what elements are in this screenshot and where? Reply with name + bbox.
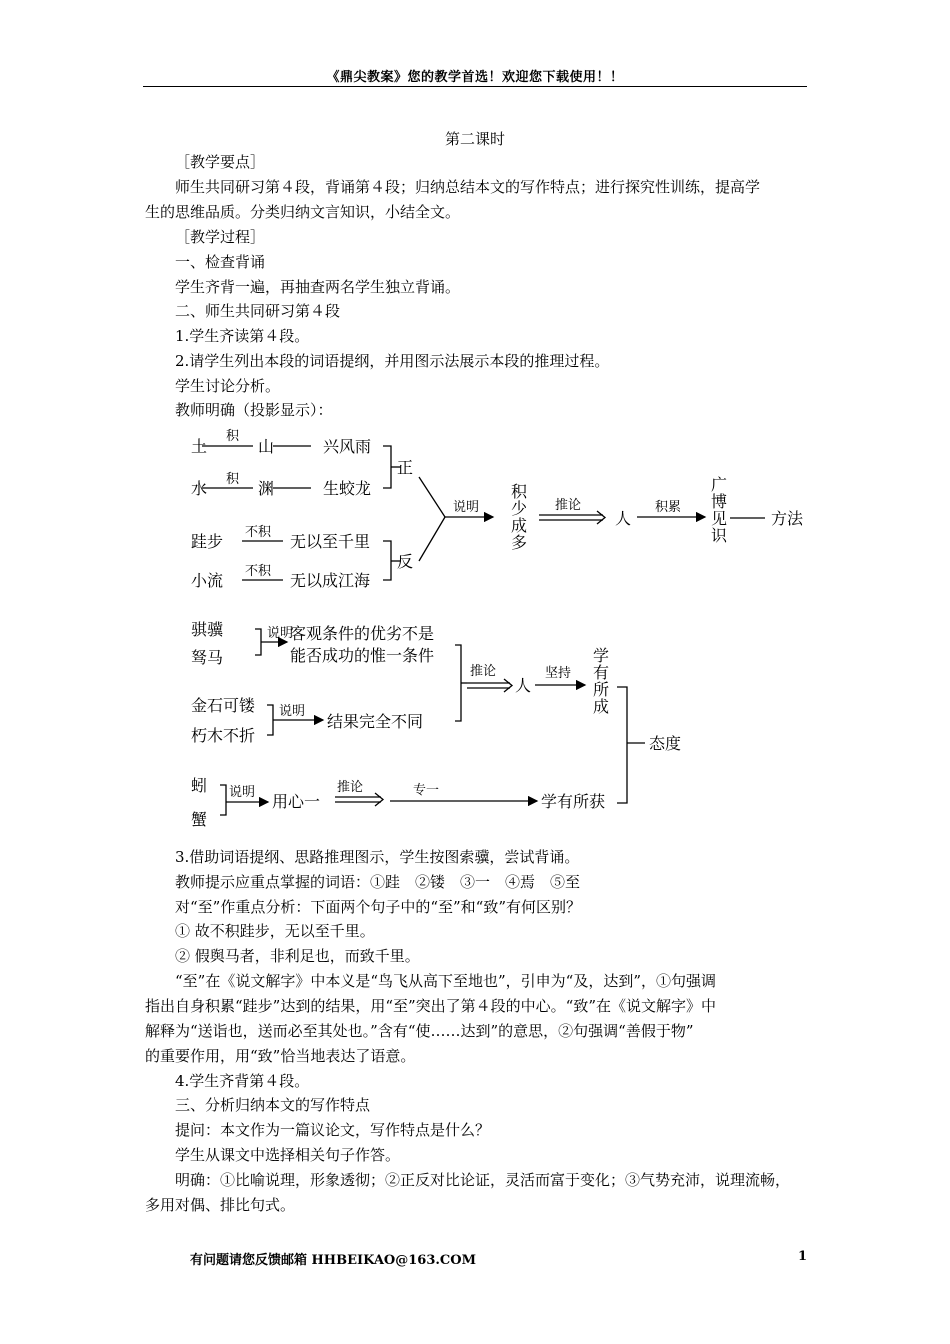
diagram-vertical-char: 有 bbox=[593, 663, 610, 682]
diagram-verb: 积累 bbox=[655, 500, 682, 515]
diagram-word: 小流 bbox=[191, 571, 224, 590]
bracket bbox=[220, 785, 226, 815]
double-arrow-head bbox=[375, 793, 383, 806]
reasoning-diagram-svg bbox=[175, 425, 825, 840]
paragraph: 2.请学生列出本段的词语提纲，并用图示法展示本段的推理过程。 bbox=[175, 352, 610, 370]
diagram-word: 蟹 bbox=[191, 810, 208, 829]
diagram-verb: 不积 bbox=[245, 564, 272, 579]
double-arrow-head bbox=[597, 511, 605, 524]
paragraph: 对“至”作重点分析：下面两个句子中的“至”和“致”有何区别？ bbox=[175, 898, 582, 916]
diagram-word: 驽马 bbox=[191, 648, 224, 667]
diagram-word: 兴风雨 bbox=[323, 437, 372, 456]
diagram-word: 人 bbox=[615, 509, 632, 528]
paragraph: 多用对偶、排比句式。 bbox=[145, 1196, 296, 1214]
paragraph: 的重要作用，用“致”恰当地表达了语意。 bbox=[145, 1047, 416, 1065]
diagram-verb: 积 bbox=[226, 472, 240, 487]
page-number: 1 bbox=[798, 1249, 808, 1264]
paragraph: 3.借助词语提纲、思路推理图示，学生按图索骥，尝试背诵。 bbox=[175, 848, 580, 866]
diagram-word: 能否成功的惟一条件 bbox=[290, 646, 435, 665]
diagram-vertical-char: 博 bbox=[711, 492, 728, 511]
diagram-word: 骐骥 bbox=[191, 620, 224, 639]
paragraph: 生的思维品质。分类归纳文言知识，小结全文。 bbox=[145, 203, 461, 221]
bracket bbox=[383, 541, 391, 580]
diagram-verb: 专一 bbox=[413, 783, 440, 798]
diagram-word: 学有所获 bbox=[541, 792, 606, 811]
lesson-title: 第二课时 bbox=[444, 130, 505, 148]
paragraph: 教师明确（投影显示）： bbox=[175, 401, 333, 419]
diagram-verb: 积 bbox=[226, 429, 240, 444]
paragraph: ① 故不积跬步，无以至千里。 bbox=[175, 922, 375, 940]
diagram-word: 客观条件的优劣不是 bbox=[290, 624, 435, 643]
paragraph: “至”在《说文解字》中本义是“鸟飞从高下至地也”，引申为“及，达到”，①句强调 bbox=[175, 972, 717, 990]
diagram-verb: 说明 bbox=[279, 704, 306, 719]
diagram-verb: 不积 bbox=[245, 525, 272, 540]
bracket bbox=[383, 446, 391, 488]
diagram-vertical-char: 多 bbox=[511, 533, 528, 552]
diagram-vertical-char: 少 bbox=[511, 499, 528, 518]
section-heading: 一、检查背诵 bbox=[175, 253, 266, 271]
connector-line bbox=[419, 517, 445, 561]
reasoning-diagram bbox=[175, 425, 825, 844]
section-heading: 二、师生共同研习第４段 bbox=[175, 302, 341, 320]
diagram-vertical-char: 识 bbox=[711, 526, 728, 545]
paragraph: 4.学生齐背第４段。 bbox=[175, 1072, 310, 1090]
diagram-word: 生蛟龙 bbox=[323, 479, 372, 498]
diagram-vertical-char: 广 bbox=[711, 475, 728, 494]
page-header: 《鼎尖教案》您的教学首选！欢迎您下载使用！！ bbox=[326, 70, 624, 85]
diagram-verb: 坚持 bbox=[545, 666, 572, 681]
diagram-label-negative: 反 bbox=[397, 552, 414, 571]
diagram-word: 渊 bbox=[258, 479, 275, 498]
diagram-word: 无以至千里 bbox=[290, 532, 371, 551]
paragraph: 解释为“送诣也，送而必至其处也。”含有“使……达到”的意思，②句强调“善假于物” bbox=[145, 1022, 694, 1040]
paragraph: 提问：本文作为一篇议论文，写作特点是什么？ bbox=[175, 1121, 491, 1139]
header-rule bbox=[143, 86, 807, 87]
paragraph: 明确：①比喻说理，形象透彻；②正反对比论证，灵活而富于变化；③气势充沛，说理流畅， bbox=[175, 1171, 791, 1189]
diagram-verb: 推论 bbox=[470, 664, 497, 679]
bracket bbox=[617, 687, 627, 803]
heading-process: ［教学过程］ bbox=[175, 228, 266, 246]
diagram-word: 水 bbox=[191, 479, 208, 498]
paragraph: 1.学生齐读第４段。 bbox=[175, 327, 310, 345]
diagram-word: 无以成江海 bbox=[290, 571, 371, 590]
diagram-verb: 推论 bbox=[337, 780, 364, 795]
diagram-word: 山 bbox=[258, 437, 275, 456]
heading-key-points: ［教学要点］ bbox=[175, 153, 266, 171]
bracket bbox=[255, 629, 261, 655]
bracket bbox=[267, 705, 273, 735]
diagram-vertical-char: 积 bbox=[511, 482, 528, 501]
bracket bbox=[455, 645, 461, 721]
double-arrow-head bbox=[504, 679, 512, 692]
paragraph: 教师提示应重点掌握的词语：①跬 ②镂 ③一 ④焉 ⑤至 bbox=[175, 873, 581, 891]
diagram-word: 金石可镂 bbox=[191, 696, 256, 715]
diagram-vertical-char: 成 bbox=[511, 516, 528, 535]
diagram-word: 用心一 bbox=[272, 792, 321, 811]
diagram-word: 方法 bbox=[771, 509, 804, 528]
connector-line bbox=[419, 477, 445, 517]
diagram-word: 朽木不折 bbox=[191, 726, 256, 745]
diagram-vertical-char: 成 bbox=[593, 697, 610, 716]
page-footer: 有问题请您反馈邮箱 HHBEIKAO@163.COM bbox=[190, 1253, 476, 1268]
diagram-vertical-char: 所 bbox=[593, 680, 610, 699]
diagram-verb: 说明 bbox=[229, 785, 256, 800]
diagram-word: 土 bbox=[191, 437, 208, 456]
paragraph: 学生讨论分析。 bbox=[175, 377, 281, 395]
diagram-verb: 说明 bbox=[453, 500, 480, 515]
diagram-word: 人 bbox=[515, 676, 532, 695]
paragraph: 师生共同研习第４段，背诵第４段；归纳总结本文的写作特点；进行探究性训练，提高学 bbox=[175, 178, 761, 196]
paragraph: 学生齐背一遍，再抽查两名学生独立背诵。 bbox=[175, 278, 461, 296]
diagram-word: 蚓 bbox=[191, 776, 208, 795]
diagram-word: 结果完全不同 bbox=[327, 712, 424, 731]
paragraph: ② 假舆马者，非利足也，而致千里。 bbox=[175, 947, 420, 965]
diagram-label-positive: 正 bbox=[397, 458, 414, 477]
diagram-verb: 说明 bbox=[267, 626, 294, 641]
paragraph: 指出自身积累“跬步”达到的结果，用“至”突出了第４段的中心。“致”在《说文解字》中 bbox=[145, 997, 717, 1015]
diagram-verb: 推论 bbox=[555, 498, 582, 513]
diagram-vertical-char: 学 bbox=[593, 646, 610, 665]
section-heading: 三、分析归纳本文的写作特点 bbox=[175, 1096, 371, 1114]
diagram-vertical-char: 见 bbox=[711, 509, 728, 528]
paragraph: 学生从课文中选择相关句子作答。 bbox=[175, 1146, 401, 1164]
diagram-word: 跬步 bbox=[191, 532, 224, 551]
diagram-word: 态度 bbox=[649, 734, 682, 753]
